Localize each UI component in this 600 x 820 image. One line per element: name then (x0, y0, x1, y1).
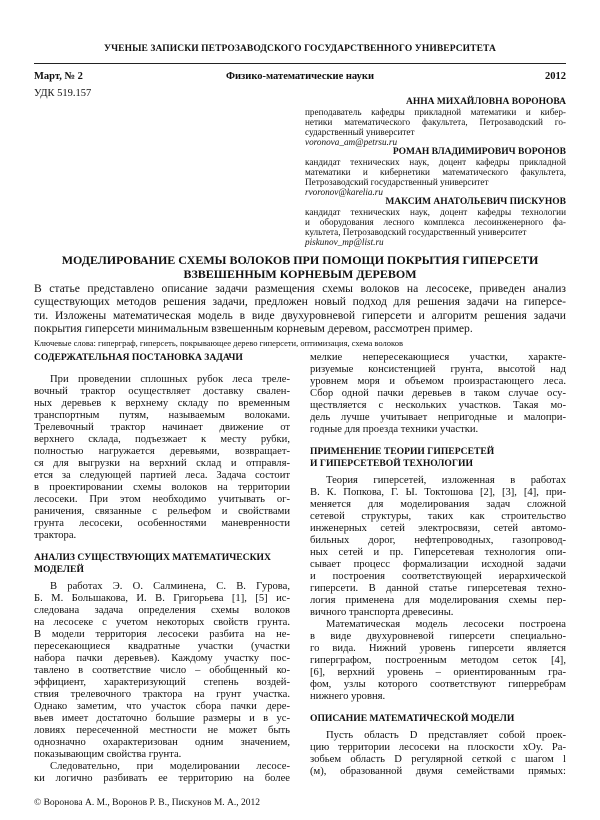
text-line: гиперграфом, построенным методом сеток [4], (310, 655, 566, 666)
issue-number: Март, № 2 (34, 71, 83, 82)
text-line: вочный трактор осуществляет доставку свален- (34, 386, 290, 397)
text-line: бильных дорог, нефтепроводных, газопровод- (310, 535, 566, 546)
year: 2012 (545, 71, 566, 82)
author-affiliation: нетики математического факультета, Петрозаводский го- (305, 117, 566, 127)
text-line: верхнего склада, подъезжает к месту рубки, (34, 434, 290, 445)
text-line: фом, узлы которого соответствуют гиперребрам (310, 679, 566, 690)
text-line: В модели территория лесосеки разбита на не- (34, 629, 290, 640)
text-line: на лесосеке с учетом некоторых свойств грунта. (34, 617, 290, 628)
text-line: цию территории лесосеки на плоскости xOy. Ра- (310, 742, 566, 753)
text-line: лесосеки. При этом необходимо учитывать ог- (34, 494, 290, 505)
header-rule (34, 63, 566, 64)
text-line: однозначно охарактеризован одним значением, (34, 737, 290, 748)
text-line: раничения, связанные с рельефом и свойствами (34, 506, 290, 517)
article-title (0, 253, 600, 281)
text-line: ных деревьев к верхнему складу по временным (34, 398, 290, 409)
udk-code: УДК 519.157 (34, 88, 92, 99)
paragraph (310, 475, 566, 619)
author-affiliation: сударственный университет (305, 127, 415, 137)
text-line: ных сетей и пр. Гиперсетевая технология опи- (310, 547, 566, 558)
text-line: эффициент, характеризующий степень воздей- (34, 677, 290, 688)
text-line: ствия трелевочного трактора на грунт участка. (34, 689, 290, 700)
text-line: вичного транспорта древесины. (310, 607, 454, 618)
copyright: © Воронова А. М., Воронов Р. В., Пискунов М. А., 2012 (34, 798, 261, 808)
text-line: ловиях пересеченной местности не может быть (34, 725, 290, 736)
heading-line: МОДЕЛЕЙ (34, 564, 84, 575)
text-line: го вида. Нижний уровень гиперсети является (310, 643, 566, 654)
text-line: пересекающиеся квадратные участки (участки (34, 641, 290, 652)
author-email[interactable]: rvoronov@karelia.ru (305, 187, 383, 197)
author-affiliation: культета, Петрозаводский государственный университет (305, 227, 527, 237)
text-line: зобьем область D регулярной сеткой с шагом l (310, 754, 566, 765)
text-line: (м), образованной двумя семействами прямых: (310, 766, 566, 777)
author-affiliation: и оборудования лесного комплекса лесоинженерного фа- (305, 217, 566, 227)
section-heading (34, 552, 290, 576)
text-line: Теория гиперсетей, изложенная в работах (326, 475, 566, 486)
abstract (34, 282, 566, 336)
text-line: При проведении сплошных рубок леса треле- (50, 374, 290, 385)
text-line: ти. Изложены математическая модель в виде двухуровневой гиперсети и алгоритм решения задачи (34, 308, 566, 322)
paragraph (310, 730, 566, 778)
right-column (310, 352, 566, 778)
section-heading: СОДЕРЖАТЕЛЬНАЯ ПОСТАНОВКА ЗАДАЧИ (34, 352, 243, 363)
text-line: вьев имеет достаточно большие размеры и в ус- (34, 713, 290, 724)
author-affiliation: математики и кибернетики математического факультета, (305, 167, 566, 177)
text-line: показывающим свойства грунта. (34, 749, 182, 760)
journal-title: УЧЕНЫЕ ЗАПИСКИ ПЕТРОЗАВОДСКОГО ГОСУДАРСТВЕННОГО УНИВЕРСИТЕТА (104, 44, 496, 54)
text-line: логия применена для моделирования схемы пер- (310, 595, 566, 606)
author-email[interactable]: voronova_am@petrsu.ru (305, 137, 398, 147)
section-heading (310, 446, 566, 470)
text-line: Сбор одной пачки деревьев в таком случае осу- (310, 388, 566, 399)
paragraph (34, 581, 290, 761)
text-line: нижнего уровня. (310, 691, 386, 702)
text-line: транспортным путям, называемым волоками. (34, 410, 290, 421)
heading-line: ПРИМЕНЕНИЕ ТЕОРИИ ГИПЕРСЕТЕЙ (310, 446, 495, 457)
text-line: меняется для моделирования задач сложной (310, 499, 566, 510)
text-line: сывает процесс формализации исходной задачи (310, 559, 566, 570)
text-line: Однако заметим, что участок сбора пачки дере- (34, 701, 290, 712)
left-column (34, 352, 290, 785)
text-line: ся для выгрузки на верхний склад и отправля- (34, 458, 290, 469)
text-line: набора пачки деревьев). Каждому участку пос- (34, 653, 290, 664)
text-line: Трелевочный трактор начинает движение от (34, 422, 290, 433)
heading-line: И ГИПЕРСЕТЕВОЙ ТЕХНОЛОГИИ (310, 458, 473, 469)
author-email[interactable]: piskunov_mp@list.ru (305, 237, 384, 247)
paragraph (310, 619, 566, 703)
author-affiliation: Петрозаводский государственный университет (305, 177, 489, 187)
author-name: МАКСИМ АНАТОЛЬЕВИЧ ПИСКУНОВ (385, 197, 566, 207)
text-line: дель лучше учитывает непригодные и малопри- (310, 412, 566, 423)
text-line: Математическая модель лесосеки построена (326, 619, 566, 630)
text-line: ризуемые консистенцией грунта, высотой над (310, 364, 566, 375)
authors-block (305, 97, 566, 247)
text-line: [6], верхний уровень – ориентированным гра- (310, 667, 566, 678)
text-line: Б. М. Большакова, И. В. Григорьева [1], [5] ис- (34, 593, 290, 604)
title-line: МОДЕЛИРОВАНИЕ СХЕМЫ ВОЛОКОВ ПРИ ПОМОЩИ ПОКРЫТИЯ ГИПЕРСЕТИ (61, 253, 539, 267)
paragraph (34, 761, 290, 785)
text-line: ки логично разбивать ее территорию на более (34, 773, 290, 784)
text-line: ется за следующей партией леса. Задача состоит (34, 470, 290, 481)
text-line: ществляется с нескольких участков. Такая мо- (310, 400, 566, 411)
text-line: В статье представлено описание задачи размещения схемы волоков на лесосеке, приведен анализ (34, 282, 566, 295)
paragraph (310, 352, 566, 436)
text-line: трактора. (34, 530, 77, 541)
text-line: в виде двухуровневой гиперсети специально- (310, 631, 566, 642)
text-line: мелкие непересекающиеся участки, характе- (310, 352, 566, 363)
text-line: В. К. Попкова, Г. Ы. Токтошова [2], [3], [4], при- (310, 487, 566, 498)
author-name: АННА МИХАЙЛОВНА ВОРОНОВА (405, 97, 566, 107)
author-name: РОМАН ВЛАДИМИРОВИЧ ВОРОНОВ (392, 147, 566, 157)
heading-line: АНАЛИЗ СУЩЕСТВУЮЩИХ МАТЕМАТИЧЕСКИХ (34, 552, 271, 563)
author-affiliation: преподаватель кафедры прикладной математики и кибер- (305, 107, 566, 117)
text-line: грунта лесосеки, особенностями маневренности (34, 518, 290, 529)
text-line: и построения соответствующей иерархической (310, 571, 566, 582)
author-affiliation: кандидат технических наук, доцент кафедры технологии (305, 207, 566, 217)
author-affiliation: кандидат технических наук, доцент кафедры прикладной (305, 157, 566, 167)
section-name: Физико-математические науки (225, 71, 374, 82)
text-line: сетевой структуры, таких как строительство (310, 511, 566, 522)
paragraph (34, 374, 290, 542)
section-heading: ОПИСАНИЕ МАТЕМАТИЧЕСКОЙ МОДЕЛИ (310, 713, 515, 724)
text-line: Следовательно, при моделировании лесосе- (50, 761, 290, 772)
text-line: гиперсети. В данной статье гиперсетевая техно- (310, 583, 566, 594)
keywords: Ключевые слова: гиперграф, гиперсеть, покрывающее дерево гиперсети, оптимизация, схема волоков (34, 338, 403, 348)
text-line: тавлено в соответствие число – обобщенный ко- (34, 665, 290, 676)
text-line: инженерных сетей электросвязи, сетей автомо- (310, 523, 566, 534)
title-line: ВЗВЕШЕННЫМ КОРНЕВЫМ ДЕРЕВОМ (183, 267, 417, 281)
text-line: следована задача определения схемы волоков (34, 605, 290, 616)
text-line: в проектировании схемы волоков на территории (34, 482, 290, 493)
text-line: существующих методов решения задачи, предложен новый подход для решения задачи на гиперсе- (34, 295, 566, 309)
text-line: уровнем моря и объемом произрастающего леса. (310, 376, 566, 387)
text-line: покрытия гиперсети минимальным взвешенным корневым деревом, рассмотрен пример. (34, 322, 473, 336)
text-line: полностью нагружается деревьями, возвращает- (34, 446, 290, 457)
text-line: годные для проезда техники участки. (310, 424, 479, 435)
text-line: Пусть область D представляет собой проек- (326, 730, 566, 741)
text-line: В работах Э. О. Салминена, С. В. Гурова, (50, 581, 290, 592)
